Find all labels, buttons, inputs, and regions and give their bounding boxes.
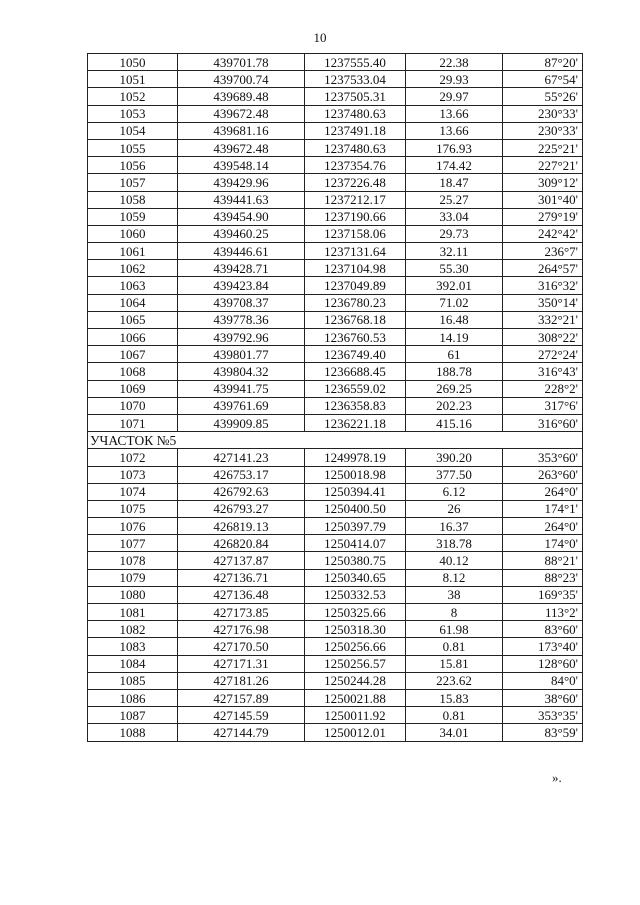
x-coordinate-cell: 427171.31 [178, 655, 305, 672]
point-number-cell: 1072 [88, 449, 178, 466]
point-number-cell: 1070 [88, 397, 178, 414]
table-row [88, 243, 583, 260]
table-row [88, 54, 583, 71]
distance-cell: 29.93 [406, 71, 503, 88]
distance-cell: 26 [406, 500, 503, 517]
distance-cell: 18.47 [406, 174, 503, 191]
point-number-cell: 1059 [88, 208, 178, 225]
y-coordinate-cell: 1250325.66 [305, 604, 406, 621]
y-coordinate-cell: 1250012.01 [305, 724, 406, 741]
x-coordinate-cell: 426819.13 [178, 518, 305, 535]
direction-angle-cell: 309°12' [503, 174, 583, 191]
x-coordinate-cell: 439428.71 [178, 260, 305, 277]
point-number-cell: 1058 [88, 191, 178, 208]
distance-cell: 415.16 [406, 414, 503, 431]
x-coordinate-cell: 427176.98 [178, 621, 305, 638]
y-coordinate-cell: 1236768.18 [305, 311, 406, 328]
point-number-cell: 1073 [88, 466, 178, 483]
x-coordinate-cell: 427157.89 [178, 689, 305, 706]
distance-cell: 38 [406, 586, 503, 603]
table-row [88, 518, 583, 535]
y-coordinate-cell: 1237190.66 [305, 208, 406, 225]
point-number-cell: 1088 [88, 724, 178, 741]
point-number-cell: 1087 [88, 707, 178, 724]
table-row [88, 225, 583, 242]
table-row [88, 380, 583, 397]
table-row [88, 88, 583, 105]
x-coordinate-cell: 426820.84 [178, 535, 305, 552]
point-number-cell: 1079 [88, 569, 178, 586]
point-number-cell: 1052 [88, 88, 178, 105]
direction-angle-cell: 242°42' [503, 225, 583, 242]
x-coordinate-cell: 439941.75 [178, 380, 305, 397]
distance-cell: 15.83 [406, 689, 503, 706]
direction-angle-cell: 174°0' [503, 535, 583, 552]
x-coordinate-cell: 439548.14 [178, 157, 305, 174]
y-coordinate-cell: 1236221.18 [305, 414, 406, 431]
distance-cell: 15.81 [406, 655, 503, 672]
distance-cell: 0.81 [406, 638, 503, 655]
distance-cell: 6.12 [406, 483, 503, 500]
point-number-cell: 1060 [88, 225, 178, 242]
y-coordinate-cell: 1237131.64 [305, 243, 406, 260]
table-row [88, 346, 583, 363]
table-body-part-a [88, 54, 583, 432]
direction-angle-cell: 264°0' [503, 483, 583, 500]
y-coordinate-cell: 1250380.75 [305, 552, 406, 569]
direction-angle-cell: 174°1' [503, 500, 583, 517]
distance-cell: 71.02 [406, 294, 503, 311]
point-number-cell: 1056 [88, 157, 178, 174]
distance-cell: 8.12 [406, 569, 503, 586]
direction-angle-cell: 87°20' [503, 54, 583, 71]
table-row [88, 724, 583, 741]
point-number-cell: 1083 [88, 638, 178, 655]
x-coordinate-cell: 439454.90 [178, 208, 305, 225]
point-number-cell: 1050 [88, 54, 178, 71]
direction-angle-cell: 169°35' [503, 586, 583, 603]
distance-cell: 377.50 [406, 466, 503, 483]
x-coordinate-cell: 439423.84 [178, 277, 305, 294]
direction-angle-cell: 225°21' [503, 139, 583, 156]
point-number-cell: 1055 [88, 139, 178, 156]
y-coordinate-cell: 1237158.06 [305, 225, 406, 242]
point-number-cell: 1074 [88, 483, 178, 500]
y-coordinate-cell: 1250256.57 [305, 655, 406, 672]
y-coordinate-cell: 1250256.66 [305, 638, 406, 655]
direction-angle-cell: 263°60' [503, 466, 583, 483]
direction-angle-cell: 353°60' [503, 449, 583, 466]
table-row [88, 500, 583, 517]
direction-angle-cell: 264°57' [503, 260, 583, 277]
direction-angle-cell: 227°21' [503, 157, 583, 174]
point-number-cell: 1069 [88, 380, 178, 397]
distance-cell: 55.30 [406, 260, 503, 277]
y-coordinate-cell: 1236358.83 [305, 397, 406, 414]
distance-cell: 16.48 [406, 311, 503, 328]
x-coordinate-cell: 439672.48 [178, 105, 305, 122]
table-row [88, 604, 583, 621]
distance-cell: 29.97 [406, 88, 503, 105]
y-coordinate-cell: 1237212.17 [305, 191, 406, 208]
distance-cell: 25.27 [406, 191, 503, 208]
y-coordinate-cell: 1237505.31 [305, 88, 406, 105]
table-row [88, 466, 583, 483]
x-coordinate-cell: 439708.37 [178, 294, 305, 311]
y-coordinate-cell: 1237555.40 [305, 54, 406, 71]
direction-angle-cell: 67°54' [503, 71, 583, 88]
distance-cell: 61 [406, 346, 503, 363]
direction-angle-cell: 230°33' [503, 122, 583, 139]
x-coordinate-cell: 426792.63 [178, 483, 305, 500]
table-row [88, 569, 583, 586]
distance-cell: 16.37 [406, 518, 503, 535]
x-coordinate-cell: 439801.77 [178, 346, 305, 363]
x-coordinate-cell: 439792.96 [178, 329, 305, 346]
table-section-header [88, 432, 583, 449]
direction-angle-cell: 308°22' [503, 329, 583, 346]
point-number-cell: 1081 [88, 604, 178, 621]
table-row [88, 655, 583, 672]
distance-cell: 33.04 [406, 208, 503, 225]
point-number-cell: 1077 [88, 535, 178, 552]
y-coordinate-cell: 1237049.89 [305, 277, 406, 294]
point-number-cell: 1071 [88, 414, 178, 431]
x-coordinate-cell: 427141.23 [178, 449, 305, 466]
y-coordinate-cell: 1236688.45 [305, 363, 406, 380]
page-number: 10 [313, 30, 327, 45]
x-coordinate-cell: 439700.74 [178, 71, 305, 88]
point-number-cell: 1051 [88, 71, 178, 88]
direction-angle-cell: 88°23' [503, 569, 583, 586]
y-coordinate-cell: 1250018.98 [305, 466, 406, 483]
distance-cell: 14.19 [406, 329, 503, 346]
x-coordinate-cell: 426793.27 [178, 500, 305, 517]
distance-cell: 13.66 [406, 122, 503, 139]
table-row [88, 483, 583, 500]
direction-angle-cell: 83°60' [503, 621, 583, 638]
coordinates-table [87, 53, 583, 742]
direction-angle-cell: 173°40' [503, 638, 583, 655]
table-row [88, 689, 583, 706]
point-number-cell: 1080 [88, 586, 178, 603]
distance-cell: 0.81 [406, 707, 503, 724]
x-coordinate-cell: 439778.36 [178, 311, 305, 328]
direction-angle-cell: 264°0' [503, 518, 583, 535]
distance-cell: 13.66 [406, 105, 503, 122]
table-row [88, 191, 583, 208]
x-coordinate-cell: 439689.48 [178, 88, 305, 105]
x-coordinate-cell: 439429.96 [178, 174, 305, 191]
distance-cell: 34.01 [406, 724, 503, 741]
direction-angle-cell: 350°14' [503, 294, 583, 311]
y-coordinate-cell: 1250318.30 [305, 621, 406, 638]
table-row [88, 311, 583, 328]
table-row [88, 414, 583, 431]
y-coordinate-cell: 1250340.65 [305, 569, 406, 586]
table-row [88, 71, 583, 88]
distance-cell: 390.20 [406, 449, 503, 466]
point-number-cell: 1066 [88, 329, 178, 346]
x-coordinate-cell: 427145.59 [178, 707, 305, 724]
direction-angle-cell: 55°26' [503, 88, 583, 105]
table-row [88, 105, 583, 122]
direction-angle-cell: 332°21' [503, 311, 583, 328]
y-coordinate-cell: 1250414.07 [305, 535, 406, 552]
point-number-cell: 1053 [88, 105, 178, 122]
table-row [88, 672, 583, 689]
x-coordinate-cell: 427137.87 [178, 552, 305, 569]
y-coordinate-cell: 1236749.40 [305, 346, 406, 363]
direction-angle-cell: 317°6' [503, 397, 583, 414]
x-coordinate-cell: 427136.48 [178, 586, 305, 603]
y-coordinate-cell: 1249978.19 [305, 449, 406, 466]
direction-angle-cell: 84°0' [503, 672, 583, 689]
x-coordinate-cell: 439701.78 [178, 54, 305, 71]
direction-angle-cell: 128°60' [503, 655, 583, 672]
direction-angle-cell: 88°21' [503, 552, 583, 569]
distance-cell: 392.01 [406, 277, 503, 294]
section-label: УЧАСТОК №5 [88, 432, 583, 449]
x-coordinate-cell: 427144.79 [178, 724, 305, 741]
direction-angle-cell: 38°60' [503, 689, 583, 706]
y-coordinate-cell: 1237226.48 [305, 174, 406, 191]
y-coordinate-cell: 1237354.76 [305, 157, 406, 174]
y-coordinate-cell: 1236760.53 [305, 329, 406, 346]
distance-cell: 188.78 [406, 363, 503, 380]
point-number-cell: 1067 [88, 346, 178, 363]
point-number-cell: 1057 [88, 174, 178, 191]
direction-angle-cell: 83°59' [503, 724, 583, 741]
direction-angle-cell: 236°7' [503, 243, 583, 260]
point-number-cell: 1062 [88, 260, 178, 277]
x-coordinate-cell: 439460.25 [178, 225, 305, 242]
direction-angle-cell: 228°2' [503, 380, 583, 397]
x-coordinate-cell: 439681.16 [178, 122, 305, 139]
direction-angle-cell: 113°2' [503, 604, 583, 621]
distance-cell: 174.42 [406, 157, 503, 174]
point-number-cell: 1084 [88, 655, 178, 672]
table-row [88, 586, 583, 603]
point-number-cell: 1054 [88, 122, 178, 139]
direction-angle-cell: 316°60' [503, 414, 583, 431]
distance-cell: 61.98 [406, 621, 503, 638]
point-number-cell: 1064 [88, 294, 178, 311]
y-coordinate-cell: 1250400.50 [305, 500, 406, 517]
distance-cell: 223.62 [406, 672, 503, 689]
direction-angle-cell: 301°40' [503, 191, 583, 208]
table-row [88, 397, 583, 414]
x-coordinate-cell: 426753.17 [178, 466, 305, 483]
point-number-cell: 1078 [88, 552, 178, 569]
distance-cell: 269.25 [406, 380, 503, 397]
y-coordinate-cell: 1250397.79 [305, 518, 406, 535]
point-number-cell: 1076 [88, 518, 178, 535]
y-coordinate-cell: 1250332.53 [305, 586, 406, 603]
closing-mark: ». [552, 770, 562, 785]
point-number-cell: 1068 [88, 363, 178, 380]
table-body-part-b [88, 449, 583, 741]
distance-cell: 176.93 [406, 139, 503, 156]
table-row [88, 552, 583, 569]
y-coordinate-cell: 1236559.02 [305, 380, 406, 397]
point-number-cell: 1063 [88, 277, 178, 294]
table-row [88, 294, 583, 311]
table-row [88, 277, 583, 294]
point-number-cell: 1085 [88, 672, 178, 689]
table-row [88, 157, 583, 174]
y-coordinate-cell: 1250011.92 [305, 707, 406, 724]
y-coordinate-cell: 1237533.04 [305, 71, 406, 88]
table-row [88, 139, 583, 156]
distance-cell: 40.12 [406, 552, 503, 569]
y-coordinate-cell: 1250021.88 [305, 689, 406, 706]
y-coordinate-cell: 1236780.23 [305, 294, 406, 311]
table-row [88, 363, 583, 380]
y-coordinate-cell: 1237480.63 [305, 139, 406, 156]
table-row [88, 329, 583, 346]
x-coordinate-cell: 427173.85 [178, 604, 305, 621]
distance-cell: 8 [406, 604, 503, 621]
point-number-cell: 1065 [88, 311, 178, 328]
y-coordinate-cell: 1237491.18 [305, 122, 406, 139]
distance-cell: 32.11 [406, 243, 503, 260]
x-coordinate-cell: 427170.50 [178, 638, 305, 655]
table-row [88, 260, 583, 277]
distance-cell: 22.38 [406, 54, 503, 71]
x-coordinate-cell: 427181.26 [178, 672, 305, 689]
point-number-cell: 1075 [88, 500, 178, 517]
x-coordinate-cell: 439446.61 [178, 243, 305, 260]
x-coordinate-cell: 439761.69 [178, 397, 305, 414]
y-coordinate-cell: 1250394.41 [305, 483, 406, 500]
direction-angle-cell: 316°43' [503, 363, 583, 380]
direction-angle-cell: 353°35' [503, 707, 583, 724]
direction-angle-cell: 230°33' [503, 105, 583, 122]
table-row [88, 208, 583, 225]
x-coordinate-cell: 439672.48 [178, 139, 305, 156]
distance-cell: 202.23 [406, 397, 503, 414]
point-number-cell: 1082 [88, 621, 178, 638]
distance-cell: 318.78 [406, 535, 503, 552]
table-row [88, 535, 583, 552]
table-row [88, 449, 583, 466]
table-row [88, 638, 583, 655]
y-coordinate-cell: 1237480.63 [305, 105, 406, 122]
direction-angle-cell: 279°19' [503, 208, 583, 225]
x-coordinate-cell: 427136.71 [178, 569, 305, 586]
point-number-cell: 1061 [88, 243, 178, 260]
table-row [88, 621, 583, 638]
direction-angle-cell: 316°32' [503, 277, 583, 294]
x-coordinate-cell: 439441.63 [178, 191, 305, 208]
table-row [88, 707, 583, 724]
y-coordinate-cell: 1237104.98 [305, 260, 406, 277]
table-row [88, 174, 583, 191]
distance-cell: 29.73 [406, 225, 503, 242]
point-number-cell: 1086 [88, 689, 178, 706]
x-coordinate-cell: 439804.32 [178, 363, 305, 380]
y-coordinate-cell: 1250244.28 [305, 672, 406, 689]
direction-angle-cell: 272°24' [503, 346, 583, 363]
section-row [88, 432, 583, 449]
table-row [88, 122, 583, 139]
x-coordinate-cell: 439909.85 [178, 414, 305, 431]
